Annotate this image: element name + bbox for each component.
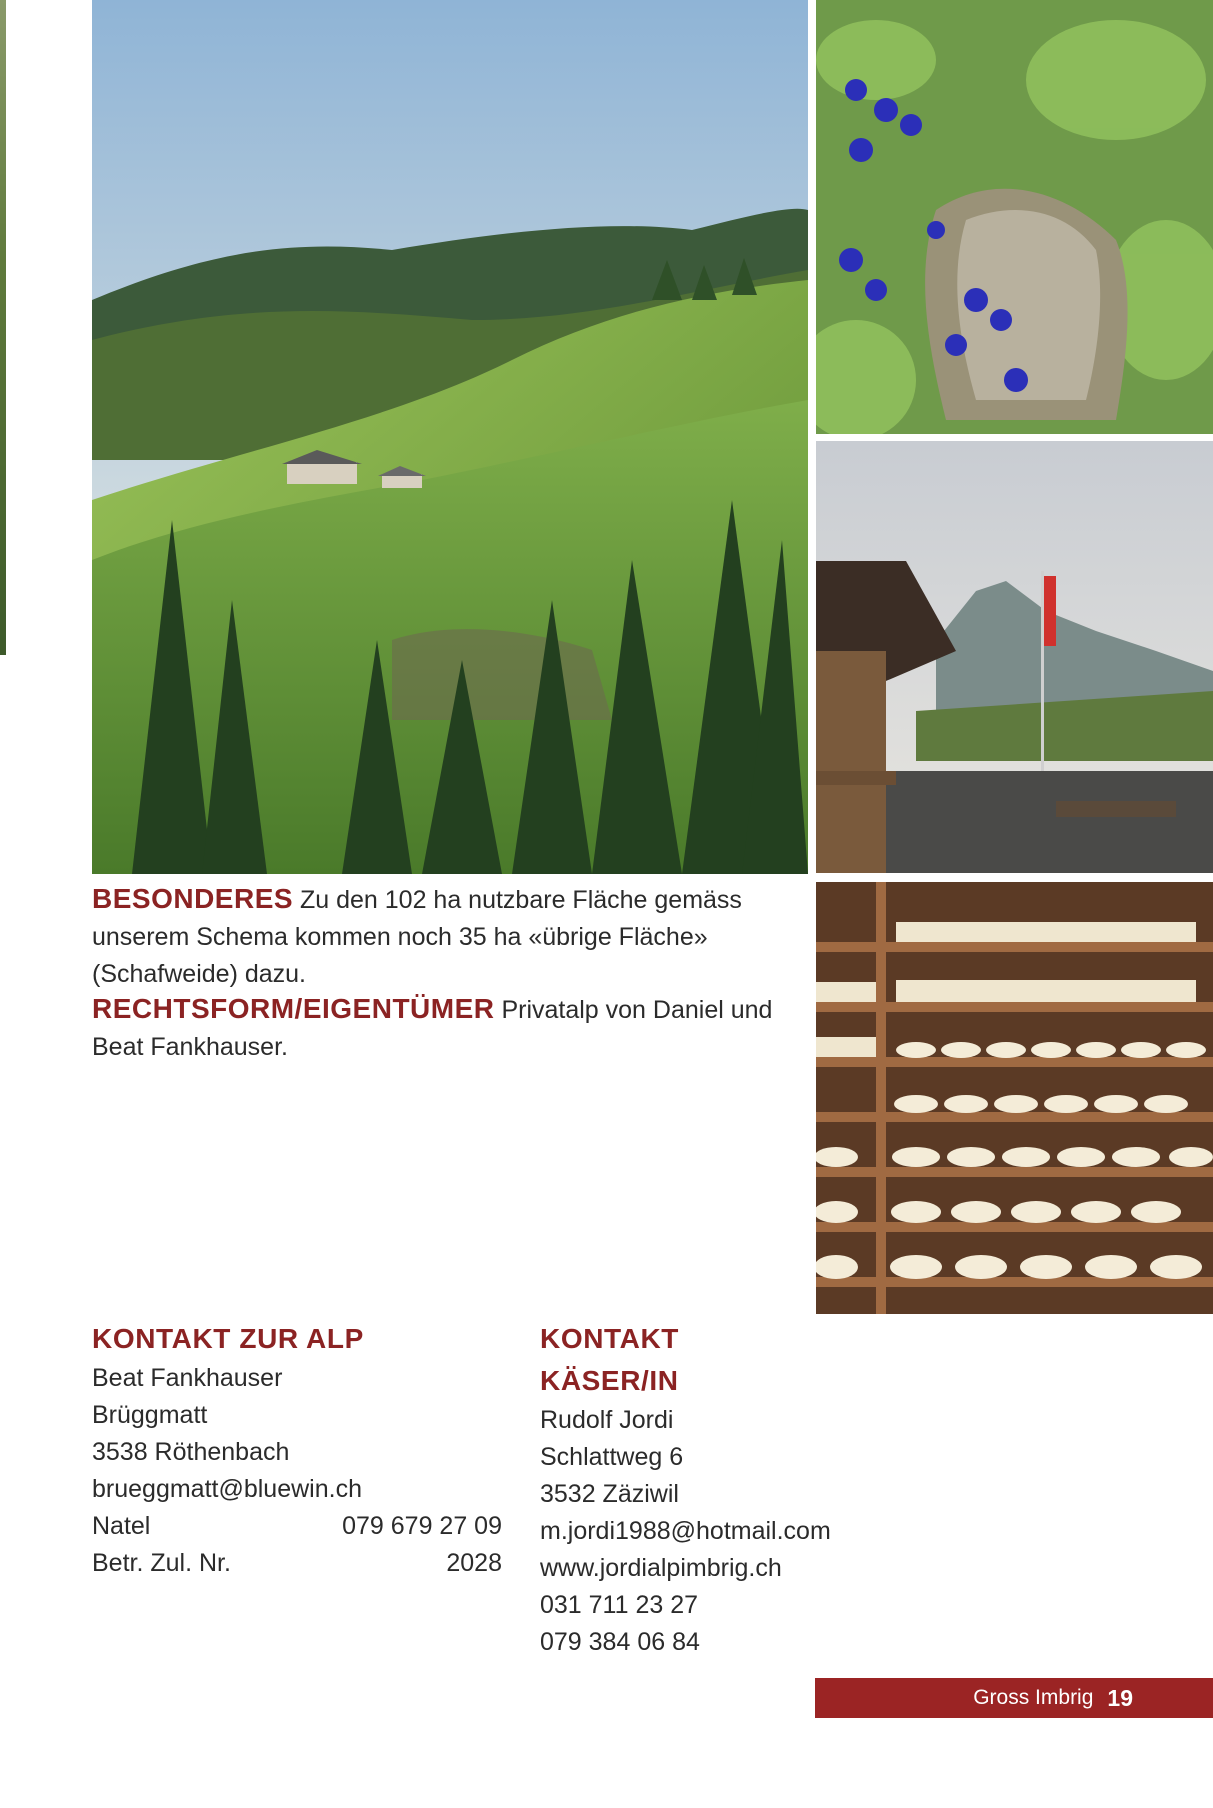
rechtsform-heading: RECHTSFORM/EIGENTÜMER: [92, 993, 495, 1024]
contact-alp-name: Beat Fankhauser: [92, 1364, 283, 1392]
betr-value: 2028: [446, 1549, 502, 1577]
contact-kaeser-phone1: 031 711 23 27: [540, 1591, 699, 1619]
page-number: 19: [1107, 1684, 1133, 1711]
contact-kaeser-web[interactable]: www.jordialpimbrig.ch: [540, 1554, 782, 1582]
contact-alp-heading: KONTAKT ZUR ALP: [92, 1323, 364, 1354]
adjacent-page-edge: [0, 0, 6, 655]
besonderes-heading: BESONDERES: [92, 883, 294, 914]
footer-alp-name: Gross Imbrig: [973, 1686, 1094, 1709]
contact-alp-block: [92, 1318, 502, 1582]
contact-alp-place: Brüggmatt: [92, 1401, 208, 1429]
contact-kaeser-block: [540, 1318, 831, 1661]
alpine-landscape-photo: [92, 0, 808, 874]
contact-kaeser-street: Schlattweg 6: [540, 1443, 684, 1471]
page-footer-band: [815, 1678, 1213, 1718]
rechtsform-paragraph: [92, 990, 792, 1066]
contact-alp-betr-row: [92, 1545, 502, 1582]
contact-alp-city: 3538 Röthenbach: [92, 1438, 290, 1466]
besonderes-paragraph: [92, 880, 792, 993]
contact-kaeser-heading: KONTAKT KÄSER/IN: [540, 1323, 679, 1396]
natel-value: 079 679 27 09: [342, 1512, 502, 1540]
rechtsform-text: Privatalp von Daniel und Beat Fankhauser.: [92, 996, 773, 1061]
alp-hut-photo: [816, 441, 1213, 873]
contact-kaeser-email[interactable]: m.jordi1988@hotmail.com: [540, 1517, 831, 1545]
natel-label: Natel: [92, 1512, 151, 1540]
contact-alp-natel-row: [92, 1508, 502, 1545]
contact-alp-email[interactable]: brueggmatt@bluewin.ch: [92, 1475, 362, 1503]
cheese-cellar-photo: [816, 882, 1213, 1314]
gentian-flowers-photo: [816, 0, 1213, 434]
besonderes-text: Zu den 102 ha nutzbare Fläche gemäss unserem Schema kommen noch 35 ha «übrige Fläche» (Schafweide) dazu.: [92, 886, 742, 988]
contact-kaeser-name: Rudolf Jordi: [540, 1406, 674, 1434]
contact-kaeser-city: 3532 Zäziwil: [540, 1480, 679, 1508]
contact-kaeser-phone2: 079 384 06 84: [540, 1628, 700, 1656]
betr-label: Betr. Zul. Nr.: [92, 1549, 231, 1577]
